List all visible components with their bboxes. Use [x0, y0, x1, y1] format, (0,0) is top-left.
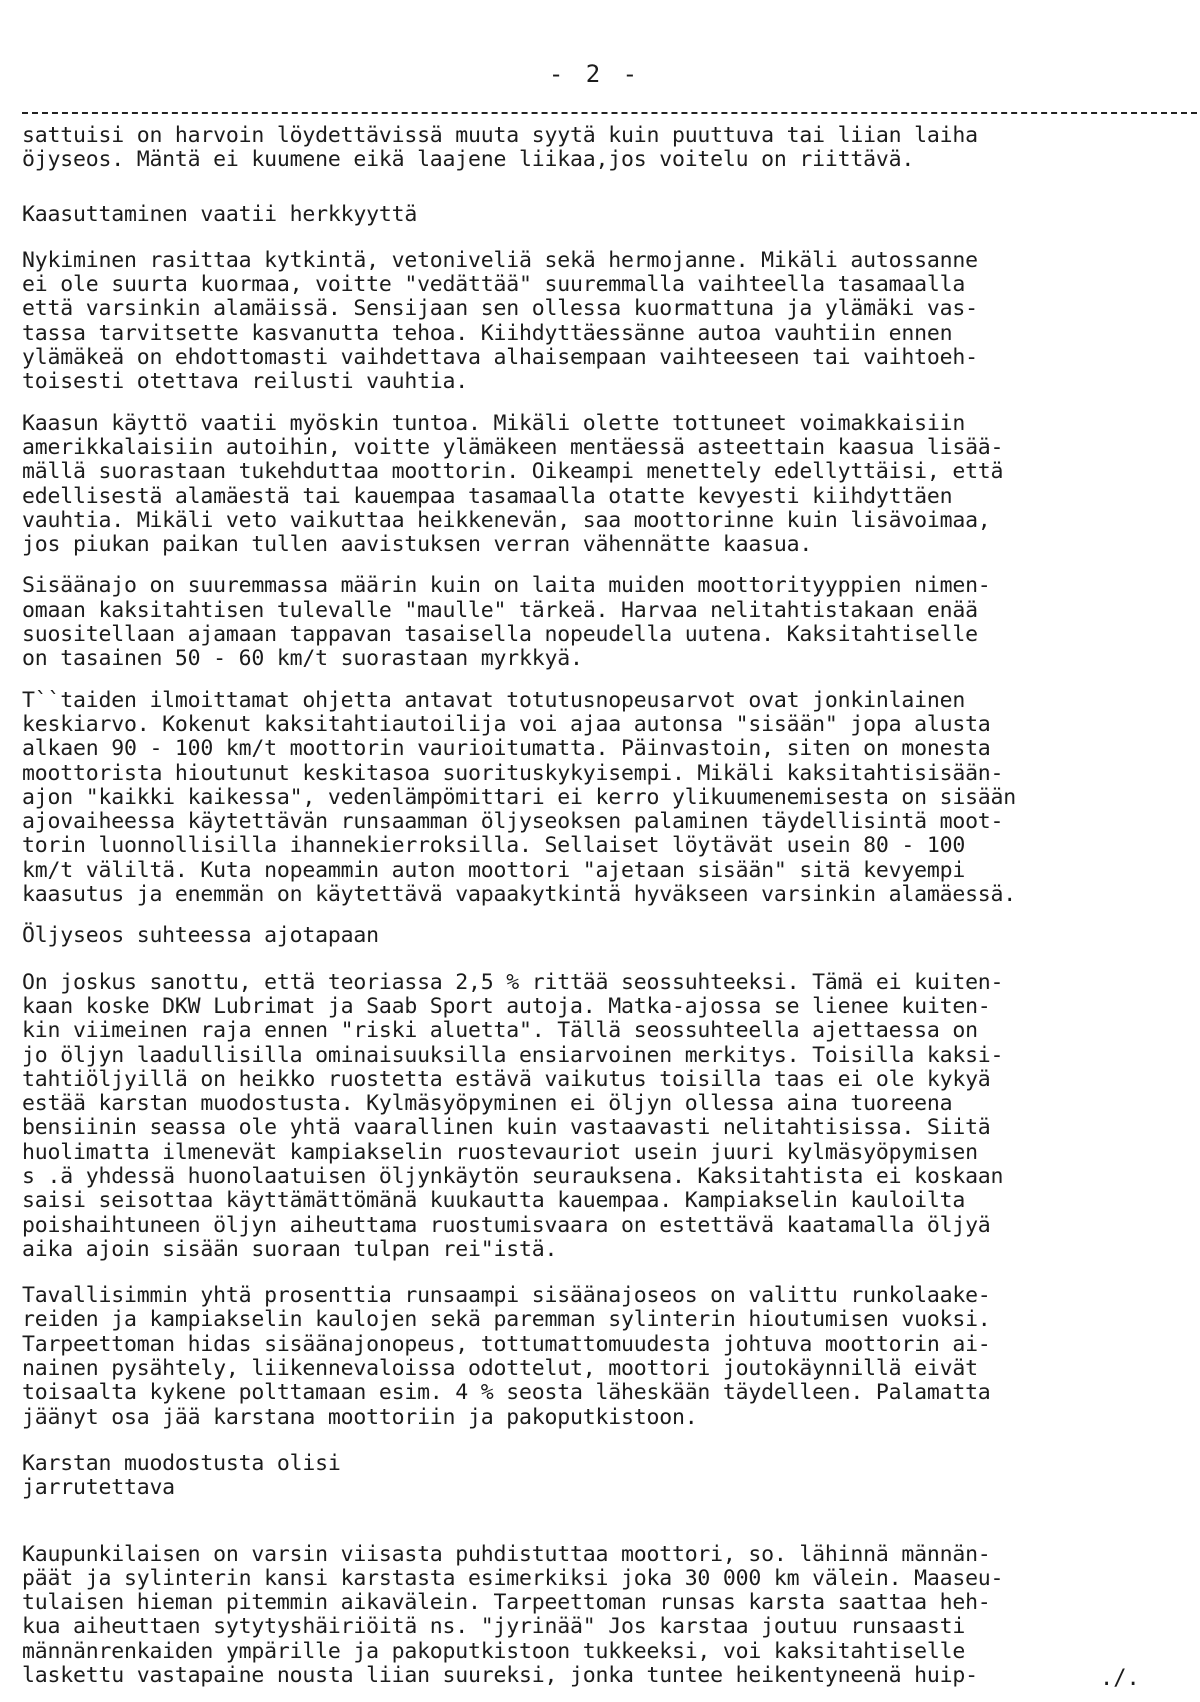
text-line: kaan koske DKW Lubrimat ja Saab Sport autoja. Matka-ajossa se lienee kuiten- — [22, 993, 991, 1019]
text-line: On joskus sanottu, että teoriassa 2,5 % rittää seossuhteeksi. Tämä ei kuiten- — [22, 969, 1004, 995]
text-line: kaasutus ja enemmän on käytettävä vapaakytkintä hyväkseen varsinkin alamäessä. — [22, 882, 1017, 908]
text-line: vauhtia. Mikäli veto vaikuttaa heikkenevän, saa moottorinne kuin lisävoimaa, — [22, 507, 991, 533]
document-body — [22, 124, 1192, 1688]
text-line: huolimatta ilmenevät kampiakselin ruostevauriot usein juuri kylmäsyöpymisen — [22, 1139, 978, 1165]
text-line: kua aiheuttaen sytytyshäiriöitä ns. "jyrinää" Jos karstaa joutuu runsaasti — [22, 1614, 966, 1640]
text-line: Tarpeettoman hidas sisäänajonopeus, tottumattomuudesta johtuva moottorin ai- — [22, 1331, 991, 1357]
text-line: ajon "kaikki kaikessa", vedenlämpömittari ei kerro ylikuumenemisesta on sisään — [22, 784, 1017, 810]
text-line: tassa tarvitsette kasvanutta tehoa. Kiihdyttäessänne autoa vauhtiin ennen — [22, 320, 953, 346]
text-line: omaan kaksitahtisen tulevalle "maulle" tärkeä. Harvaa nelitahtistakaan enää — [22, 597, 978, 623]
text-line: moottorista hioutunut keskitasoa suorituskykyisempi. Mikäli kaksitahtisisään- — [22, 760, 1004, 786]
section-heading: Öljyseos suhteessa ajotapaan — [22, 923, 379, 949]
header-rule — [22, 112, 1197, 114]
text-line: alkaen 90 - 100 km/t moottorin vaurioitumatta. Päinvastoin, siten on monesta — [22, 736, 991, 762]
text-line: tulaisen hieman pitemmin aikavälein. Tarpeettoman runsas karsta saattaa heh- — [22, 1590, 991, 1616]
text-line: sattuisi on harvoin löydettävissä muuta syytä kuin puuttuva tai liian laiha — [22, 123, 978, 148]
text-line: päät ja sylinterin kansi karstasta esimerkiksi joka 30 000 km välein. Maaseu- — [22, 1565, 1004, 1591]
text-line: on tasainen 50 - 60 km/t suorastaan myrkkyä. — [22, 646, 583, 672]
section-heading: Karstan muodostusta olisi — [22, 1450, 341, 1476]
text-line: öjyseos. Mäntä ei kuumene eikä laajene liikaa,jos voitelu on riittävä. — [22, 147, 915, 173]
text-line: reiden ja kampiakselin kaulojen sekä paremman sylinterin hioutumisen vuoksi. — [22, 1307, 991, 1333]
text-line: s .ä yhdessä huonolaatuisen öljynkäytön seurauksena. Kaksitahtista ei koskaan — [22, 1163, 1004, 1189]
text-line: että varsinkin alamäissä. Sensijaan sen ollessa kuormattuna ja ylämäki vas- — [22, 296, 978, 322]
text-line: kin viimeinen raja ennen "riski aluetta". Tällä seossuhteella ajettaessa on — [22, 1018, 978, 1044]
text-line: poishaihtuneen öljyn aiheuttama ruostumisvaara on estettävä kaatamalla öljyä — [22, 1212, 991, 1238]
text-line: ajovaiheessa käytettävän runsaamman öljyseoksen palaminen täydellisintä moot- — [22, 809, 1004, 835]
continuation-mark: ./. — [1100, 1666, 1140, 1691]
text-line: estää karstan muodostusta. Kylmäsyöpyminen ei öljyn ollessa aina tuoreena — [22, 1091, 953, 1117]
text-line: bensiinin seassa ole yhtä vaarallinen kuin vastaavasti nelitahtisissa. Siitä — [22, 1115, 991, 1141]
text-line: ei ole suurta kuormaa, voitte "vedättää" suuremmalla vaihteella tasamaalla — [22, 272, 966, 298]
text-line: km/t väliltä. Kuta nopeammin auton moottori "ajetaan sisään" sitä kevyempi — [22, 857, 966, 883]
text-line: edellisestä alamäestä tai kauempaa tasamaalla otatte kevyesti kiihdyttäen — [22, 483, 953, 509]
text-line: männänrenkaiden ympärille ja pakoputkistoon tukkeeksi, voi kaksitahtiselle — [22, 1638, 966, 1664]
text-line: keskiarvo. Kokenut kaksitahtiautoilija voi ajaa autonsa "sisään" jopa alusta — [22, 711, 991, 737]
text-line: mällä suorastaan tukehduttaa moottorin. Oikeampi menettely edellyttäisi, että — [22, 459, 1004, 485]
text-line: jos piukan paikan tullen aavistuksen verran vähennätte kaasua. — [22, 532, 813, 558]
text-line: tahtiöljyillä on heikko ruostetta estävä vaikutus toisilla taas ei ole kykyä — [22, 1066, 991, 1092]
section-heading: Kaasuttaminen vaatii herkkyyttä — [22, 201, 418, 227]
text-line: Sisäänajo on suuremmassa määrin kuin on laita muiden moottorityyppien nimen- — [22, 573, 991, 599]
text-line: toisaalta kykene polttamaan esim. 4 % seosta läheskään täydelleen. Palamatta — [22, 1380, 991, 1406]
text-line: amerikkalaisiin autoihin, voitte ylämäkeen mentäessä asteettain kaasua lisää- — [22, 434, 1004, 460]
text-line: Kaasun käyttö vaatii myöskin tuntoa. Mikäli olette tottuneet voimakkaisiin — [22, 410, 966, 436]
text-line: suositellaan ajamaan tappavan tasaisella nopeudella uutena. Kaksitahtiselle — [22, 622, 978, 648]
text-line: torin luonnollisilla ihannekierroksilla. Sellaiset löytävät usein 80 - 100 — [22, 833, 966, 859]
page-number: - 2 - — [548, 60, 642, 88]
text-line: saisi seisottaa käyttämättömänä kuukautta kauempaa. Kampiakselin kauloilta — [22, 1188, 966, 1214]
text-line: jäänyt osa jää karstana moottoriin ja pakoputkistoon. — [22, 1404, 698, 1430]
text-line: jo öljyn laadullisilla ominaisuuksilla ensiarvoinen merkitys. Toisilla kaksi- — [22, 1042, 1004, 1068]
text-line: ylämäkeä on ehdottomasti vaihdettava alhaisempaan vaihteeseen tai vaihtoeh- — [22, 345, 978, 371]
text-line: Kaupunkilaisen on varsin viisasta puhdistuttaa moottori, so. lähinnä männän- — [22, 1541, 991, 1567]
text-line: toisesti otettava reilusti vauhtia. — [22, 369, 469, 395]
text-line: Nykiminen rasittaa kytkintä, vetoniveliä sekä hermojanne. Mikäli autossanne — [22, 247, 978, 273]
text-line: aika ajoin sisään suoraan tulpan rei"istä. — [22, 1236, 558, 1262]
text-line: Tavallisimmin yhtä prosenttia runsaampi sisäänajoseos on valittu runkolaake- — [22, 1283, 991, 1309]
section-heading: jarrutettava — [22, 1475, 175, 1501]
text-line: T``taiden ilmoittamat ohjetta antavat totutusnopeusarvot ovat jonkinlainen — [22, 687, 966, 713]
text-line: laskettu vastapaine nousta liian suureksi, jonka tuntee heikentyneenä huip- — [22, 1663, 978, 1689]
text-line: nainen pysähtely, liikennevaloissa odottelut, moottori joutokäynnillä eivät — [22, 1356, 978, 1382]
